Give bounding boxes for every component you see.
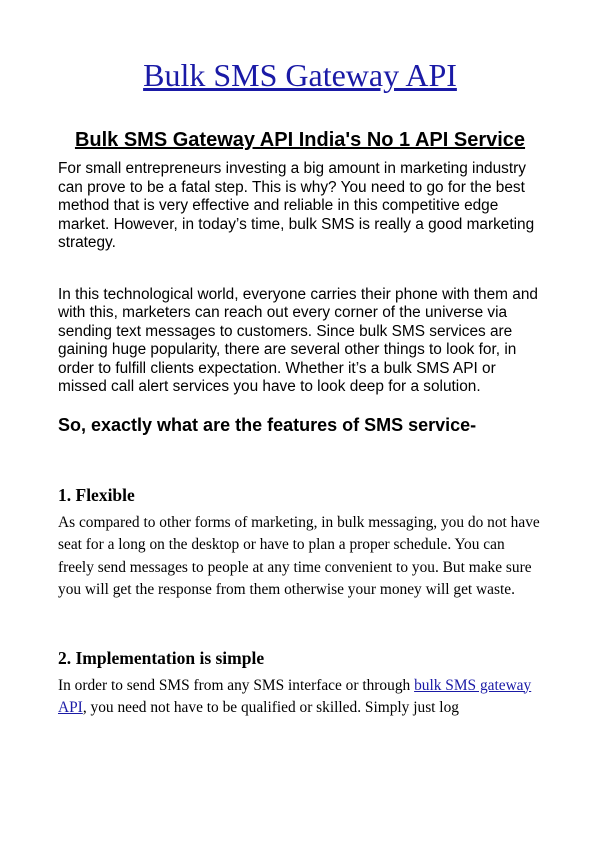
implementation-text-after-link: , you need not have to be qualified or skilled. Simply just log xyxy=(82,699,459,716)
section-body-implementation xyxy=(58,675,542,720)
bulk-sms-gateway-api-link[interactable]: bulk SMS gateway API xyxy=(58,676,532,716)
document-subtitle: Bulk SMS Gateway API India's No 1 API Service xyxy=(74,129,526,151)
section-body-flexible: As compared to other forms of marketing, in bulk messaging, you do not have seat for a long on the desktop or have to plan a proper schedule. You can freely send messages to people at any time convenient to you. But make sure you will get the response from them otherwise your money will get waste. xyxy=(58,513,540,598)
features-heading: So, exactly what are the features of SMS service- xyxy=(58,414,477,435)
section-heading-flexible: 1. Flexible xyxy=(58,484,135,505)
implementation-text-before-link: In order to send SMS from any SMS interface or through xyxy=(58,676,415,694)
intro-paragraph-2: In this technological world, everyone carries their phone with them and with this, marketers can reach out every corner of the universe via sending text messages to customers. Since bulk SMS services are gaining huge popularity, there are several other things to look for, in order to fulfill clients expectation. Whether it’s a bulk SMS API or missed call alert services you have to look deep for a solution. xyxy=(58,285,538,395)
section-heading-implementation: 2. Implementation is simple xyxy=(58,647,265,668)
document-title: Bulk SMS Gateway API xyxy=(143,57,457,93)
intro-paragraph-1: For small entrepreneurs investing a big amount in marketing industry can prove to be a fatal step. This is why? You need to go for the best method that is very effective and reliable in this competitive edge market. However, in today’s time, bulk SMS is really a good marketing strategy. xyxy=(58,160,535,251)
